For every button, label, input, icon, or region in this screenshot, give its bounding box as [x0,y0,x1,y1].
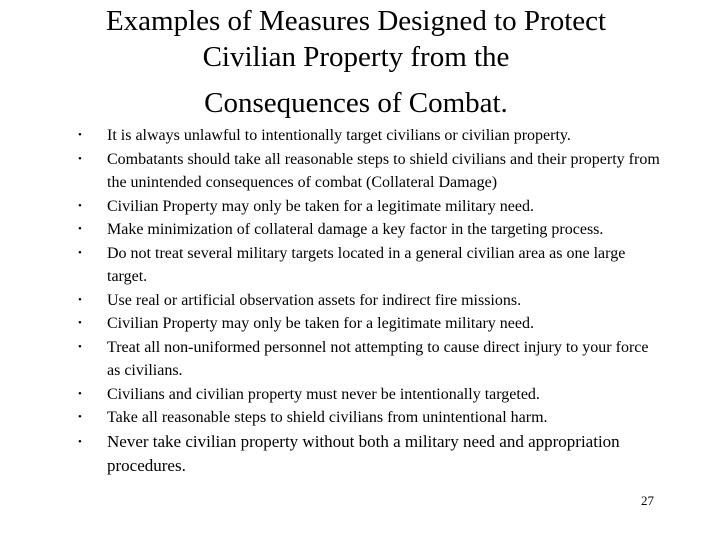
bullet-icon: • [78,152,82,165]
bullet-list [78,124,663,478]
page-number: 27 [641,493,654,508]
bullet-text: Combatants should take all reasonable steps to shield civilians and their property from the unintended consequences of combat (Collateral Damage) [107,150,660,191]
bullet-item [78,406,663,430]
bullet-icon: • [78,223,82,235]
bullet-item [78,148,663,195]
bullet-icon: • [78,340,82,353]
bullet-text: Use real or artificial observation assets for indirect fire missions. [107,291,522,309]
bullet-item [78,218,663,242]
bullet-text: Civilian Property may only be taken for a legitimate military need. [107,315,534,332]
bullet-icon: • [78,411,82,423]
bullet-icon: • [78,293,82,306]
bullet-item [78,242,663,289]
bullet-text: Do not treat several military targets located in a general civilian area as one large target. [107,244,626,285]
bullet-item [78,336,663,383]
bullet-icon: • [78,387,82,400]
bullet-item [78,195,663,219]
slide-title [40,4,672,122]
title-line-1: Examples of Measures Designed to Protect [105,5,607,37]
bullet-item [78,430,663,478]
bullet-icon: • [78,246,82,259]
bullet-text: Civilians and civilian property must never be intentionally targeted. [107,385,540,403]
title-line-3: Consequences of Combat. [204,87,508,119]
bullet-text: Make minimization of collateral damage a key factor in the targeting process. [107,221,604,238]
bullet-text: Treat all non-uniformed personnel not attempting to cause direct injury to your force as civilians. [107,338,649,379]
bullet-item [78,289,663,313]
bullet-item [78,383,663,407]
bullet-icon: • [78,199,82,212]
bullet-text: Civilian Property may only be taken for a legitimate military need. [107,197,534,215]
bullet-item [78,312,663,336]
title-line-2: Civilian Property from the [202,41,510,73]
bullet-text: Never take civilian property without both a military need and appropriation procedures. [107,431,620,475]
bullet-item [78,124,663,148]
bullet-icon: • [78,435,82,448]
bullet-icon: • [78,129,82,141]
bullet-icon: • [78,317,82,329]
bullet-text: Take all reasonable steps to shield civilians from unintentional harm. [107,409,548,426]
bullet-text: It is always unlawful to intentionally target civilians or civilian property. [107,127,571,144]
